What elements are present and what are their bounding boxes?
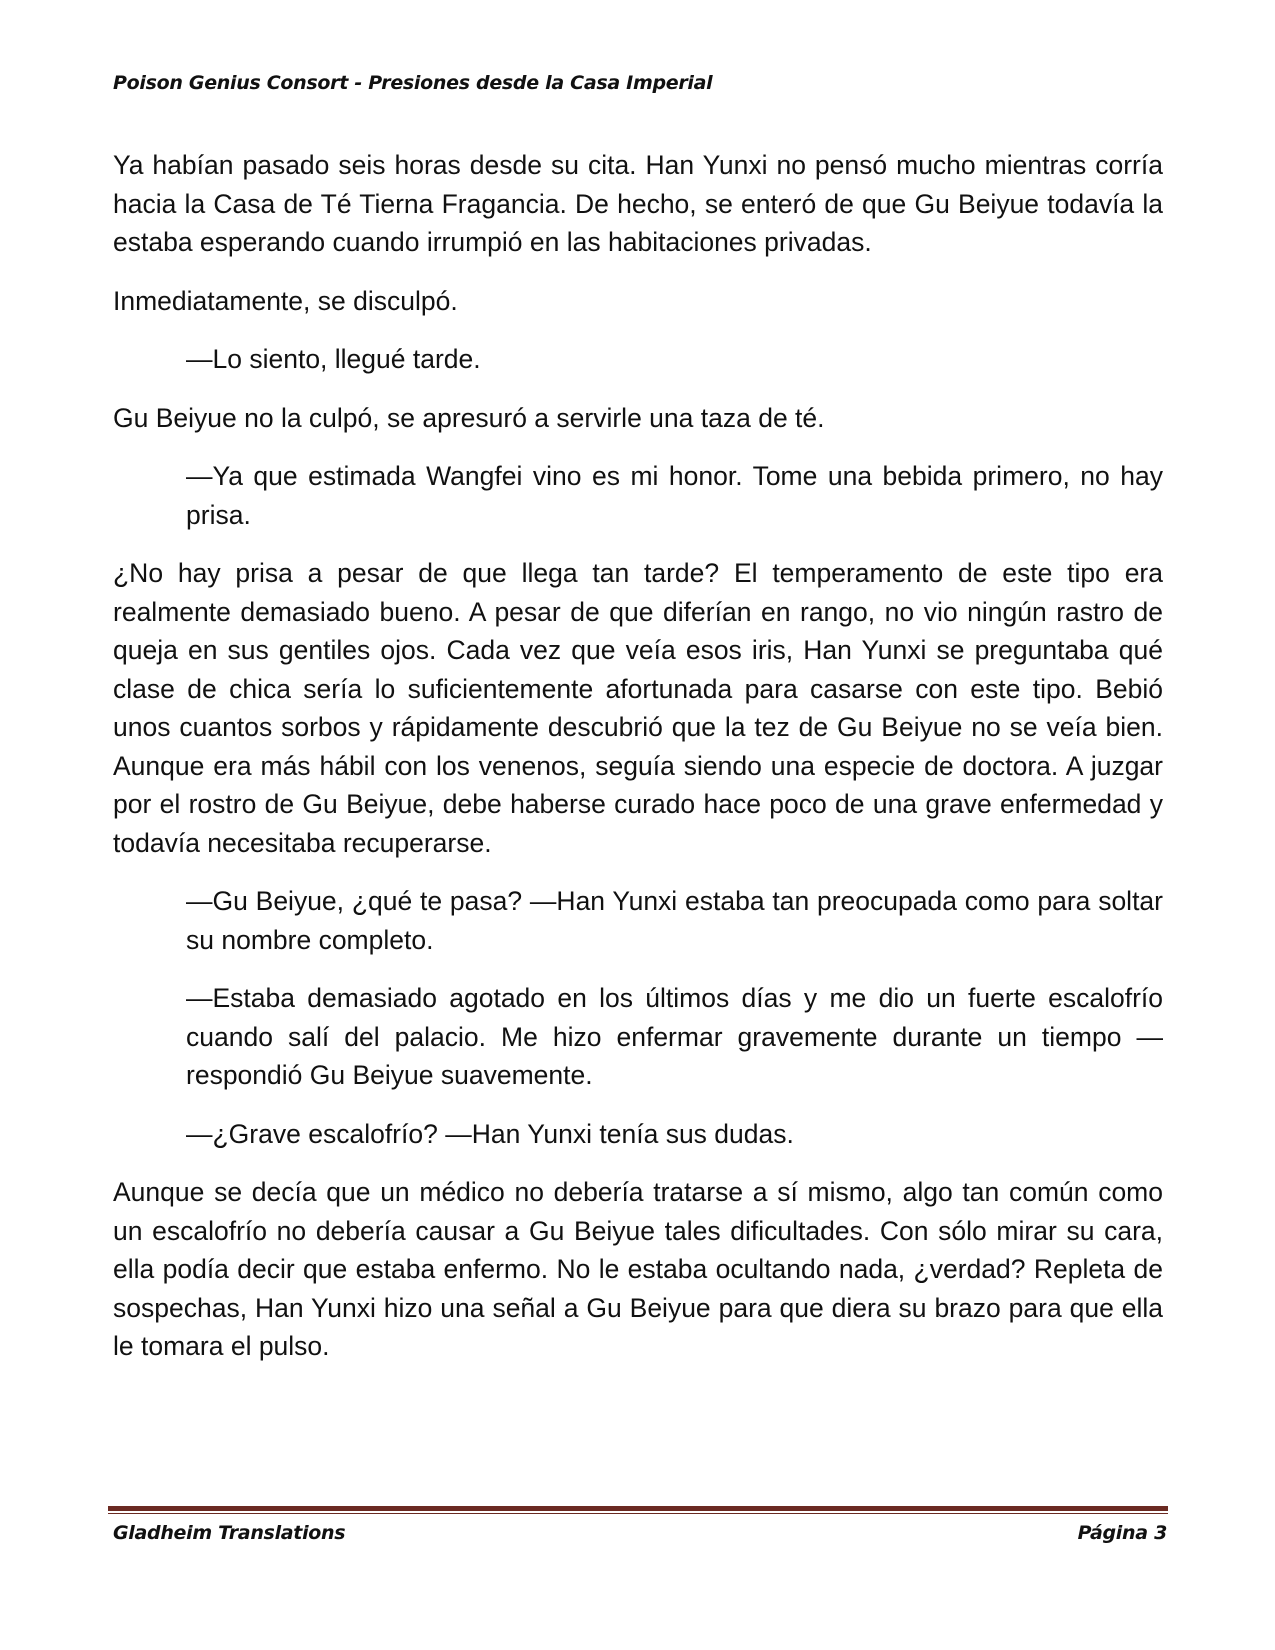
body-text xyxy=(113,146,1163,1386)
running-header: Poison Genius Consort - Presiones desde la Casa Imperial xyxy=(113,72,713,94)
footer-translator: Gladheim Translations xyxy=(113,1522,346,1544)
dialogue-line: —Gu Beiyue, ¿qué te pasa? —Han Yunxi estaba tan preocupada como para soltar su nombre completo. xyxy=(186,886,1163,955)
dialogue-line: —¿Grave escalofrío? —Han Yunxi tenía sus dudas. xyxy=(186,1118,794,1149)
footer-divider-thin xyxy=(108,1513,1168,1514)
footer-divider-thick xyxy=(108,1506,1168,1511)
footer-divider xyxy=(108,1506,1168,1514)
page-number: Página 3 xyxy=(1077,1522,1167,1544)
paragraph: ¿No hay prisa a pesar de que llega tan tarde? El temperamento de este tipo era realmente demasiado bueno. A pesar de que diferían en rango, no vio ningún rastro de queja en sus gentiles ojos. Cada vez que veía esos iris, Han Yunxi se preguntaba qué clase de chica sería lo suficientemente afortunada para casarse con este tipo. Bebió unos cuantos sorbos y rápidamente descubrió que la tez de Gu Beiyue no se veía bien. Aunque era más hábil con los venenos, seguía siendo una especie de doctora. A juzgar por el rostro de Gu Beiyue, debe haberse curado hace poco de una grave enfermedad y todavía necesitaba recuperarse. xyxy=(113,558,1163,858)
paragraph: Gu Beiyue no la culpó, se apresuró a servirle una taza de té. xyxy=(113,402,825,433)
dialogue-line: —Estaba demasiado agotado en los últimos días y me dio un fuerte escalofrío cuando salí del palacio. Me hizo enfermar gravemente durante un tiempo —respondió Gu Beiyue suavemente. xyxy=(186,983,1163,1090)
paragraph: Inmediatamente, se disculpó. xyxy=(113,285,458,316)
dialogue-line: —Ya que estimada Wangfei vino es mi honor. Tome una bebida primero, no hay prisa. xyxy=(186,461,1163,530)
dialogue-line: —Lo siento, llegué tarde. xyxy=(186,344,481,374)
paragraph: Ya habían pasado seis horas desde su cita. Han Yunxi no pensó mucho mientras corría hacia la Casa de Té Tierna Fragancia. De hecho, se enteró de que Gu Beiyue todavía la estaba esperando cuando irrumpió en las habitaciones privadas. xyxy=(113,150,1163,257)
paragraph: Aunque se decía que un médico no debería tratarse a sí mismo, algo tan común como un escalofrío no debería causar a Gu Beiyue tales dificultades. Con sólo mirar su cara, ella podía decir que estaba enfermo. No le estaba ocultando nada, ¿verdad? Repleta de sospechas, Han Yunxi hizo una señal a Gu Beiyue para que diera su brazo para que ella le tomara el pulso. xyxy=(113,1177,1163,1361)
